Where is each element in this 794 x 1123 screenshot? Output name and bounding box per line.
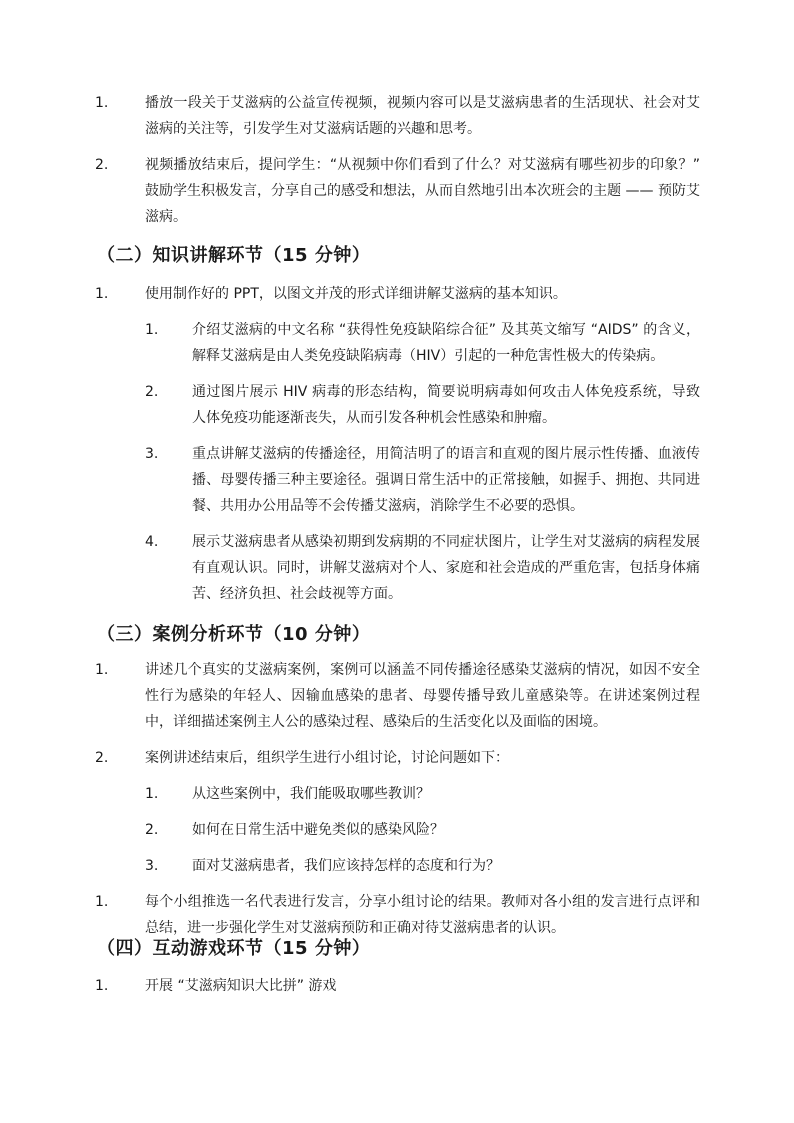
section-heading-knowledge: （二）知识讲解环节（15 分钟） [97,245,371,266]
list-text: 如何在日常生活中避免类似的感染风险？ [192,822,444,838]
list-number: 1. [145,786,159,802]
list-text: 案例讲述结束后，组织学生进行小组讨论，讨论问题如下： [145,750,509,766]
list-text: 展示艾滋病患者从感染初期到发病期的不同症状图片，让学生对艾滋病的病程发展有直观认识。同时，讲解艾滋病对个人、家庭和社会造成的严重危害，包括身体痛苦、经济负担、社会歧视等方面。 [192,534,700,602]
list-item [0,90,794,142]
intro-list [0,90,794,240]
list-number: 3. [145,446,159,462]
list-number: 1. [145,322,159,338]
sub-list-item [0,853,794,879]
list-number: 1. [95,95,109,111]
list-text: 面对艾滋病患者，我们应该持怎样的态度和行为？ [192,858,500,874]
sub-list-item [0,441,794,519]
list-number: 4. [145,534,159,550]
section-heading-case-analysis: （三）案例分析环节（10 分钟） [97,624,371,645]
list-number: 2. [95,157,109,173]
list-number: 1. [95,286,109,302]
list-text: 每个小组推选一名代表进行发言，分享小组讨论的结果。教师对各小组的发言进行点评和总结，进一步强化学生对艾滋病预防和正确对待艾滋病患者的认识。 [145,894,700,936]
sub-list-item [0,529,794,607]
list-number: 3. [145,858,159,874]
list-text: 使用制作好的 PPT，以图文并茂的形式详细讲解艾滋病的基本知识。 [145,286,567,302]
list-number: 2. [95,750,109,766]
case-list [0,657,794,951]
sub-list-item [0,781,794,807]
list-item [0,281,794,307]
section-heading-interactive-game: （四）互动游戏环节（15 分钟） [97,938,371,959]
list-text: 从这些案例中，我们能吸取哪些教训？ [192,786,430,802]
list-text: 通过图片展示 HIV 病毒的形态结构，简要说明病毒如何攻击人体免疫系统，导致人体免疫功能逐渐丧失，从而引发各种机会性感染和肿瘤。 [192,384,700,426]
list-number: 2. [145,822,159,838]
list-item [0,745,794,771]
list-text: 讲述几个真实的艾滋病案例，案例可以涵盖不同传播途径感染艾滋病的情况，如因不安全性行为感染的年轻人、因输血感染的患者、母婴传播导致儿童感染等。在讲述案例过程中，详细描述案例主人公的感染过程、感染后的生活变化以及面临的困境。 [145,662,700,730]
sub-list-item [0,379,794,431]
list-text: 开展 “艾滋病知识大比拼” 游戏 [145,978,337,994]
game-list [0,973,794,1009]
list-number: 1. [95,978,109,994]
knowledge-list [0,281,794,617]
list-number: 2. [145,384,159,400]
list-item [0,889,794,941]
list-number: 1. [95,662,109,678]
list-number: 1. [95,894,109,910]
list-item [0,973,794,999]
list-text: 视频播放结束后，提问学生：“从视频中你们看到了什么？对艾滋病有哪些初步的印象？” 鼓励学生积极发言，分享自己的感受和想法，从而自然地引出本次班会的主题 —— 预防艾滋病。 [145,157,700,225]
list-text: 重点讲解艾滋病的传播途径，用简洁明了的语言和直观的图片展示性传播、血液传播、母婴传播三种主要途径。强调日常生活中的正常接触，如握手、拥抱、共同进餐、共用办公用品等不会传播艾滋病，消除学生不必要的恐惧。 [192,446,700,514]
list-item [0,657,794,735]
sub-list-item [0,317,794,369]
list-text: 介绍艾滋病的中文名称 “获得性免疫缺陷综合征” 及其英文缩写 “AIDS” 的含义，解释艾滋病是由人类免疫缺陷病毒（HIV）引起的一种危害性极大的传染病。 [192,322,700,364]
list-item [0,152,794,230]
sub-list-item [0,817,794,843]
list-text: 播放一段关于艾滋病的公益宣传视频，视频内容可以是艾滋病患者的生活现状、社会对艾滋病的关注等，引发学生对艾滋病话题的兴趣和思考。 [145,95,700,137]
